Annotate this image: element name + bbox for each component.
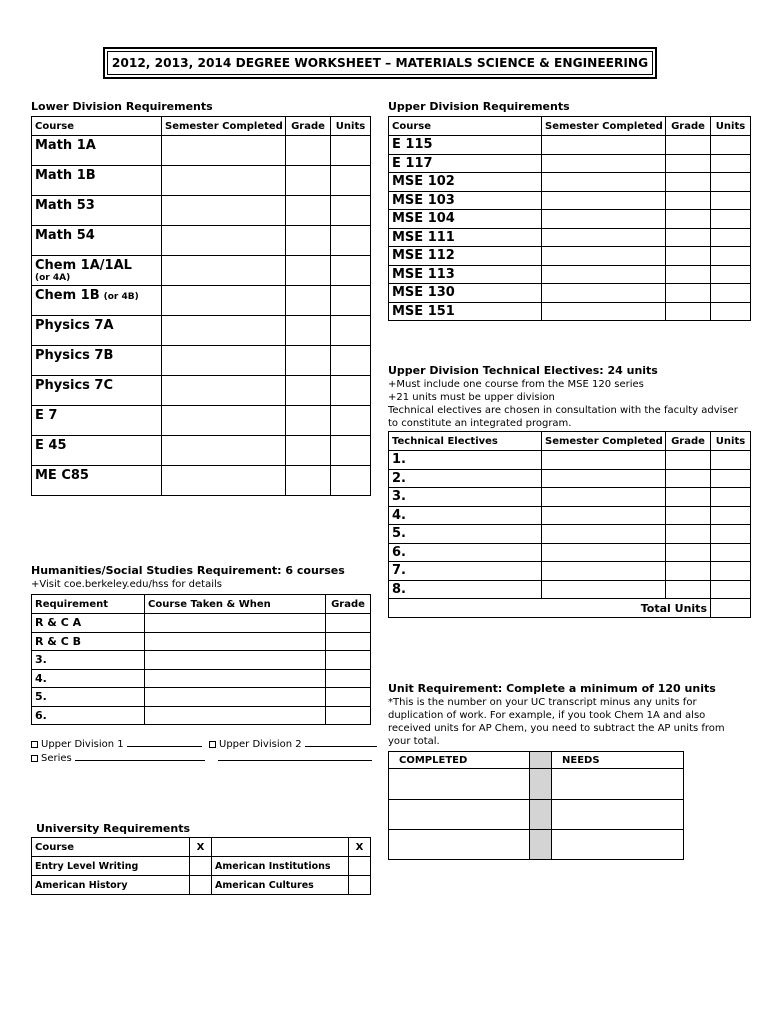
table-row [389, 451, 751, 470]
unit-note-line: *This is the number on your UC transcript minus any units for [388, 697, 697, 708]
semester-cell[interactable] [162, 346, 286, 376]
total-units-cell[interactable] [711, 599, 751, 618]
table-row [32, 614, 371, 633]
course-name [32, 256, 162, 286]
unit-note-line: your total. [388, 736, 440, 747]
table-row [32, 669, 371, 688]
col-completed: COMPLETED [389, 752, 530, 769]
col-units: Units [711, 117, 751, 136]
grade-cell[interactable] [666, 247, 711, 266]
course-name [32, 436, 162, 466]
course-name [32, 376, 162, 406]
course-name: E 117 [389, 154, 542, 173]
grade-cell[interactable] [666, 562, 711, 581]
course-name: MSE 112 [389, 247, 542, 266]
semester-cell[interactable] [542, 580, 666, 599]
course-taken-cell[interactable] [145, 614, 326, 633]
semester-cell[interactable] [542, 525, 666, 544]
tech-note: Technical electives are chosen in consultation with the faculty adviser [388, 405, 738, 416]
blank-line[interactable] [127, 737, 202, 747]
grade-cell[interactable] [666, 506, 711, 525]
table-row [389, 173, 751, 192]
col-x: X [349, 838, 371, 857]
elective-number: 1. [389, 451, 542, 470]
course-label: Math 1A [35, 138, 96, 153]
grade-cell[interactable] [666, 228, 711, 247]
course-label: Math 53 [35, 198, 95, 213]
grade-cell[interactable] [326, 706, 371, 725]
semester-cell[interactable] [542, 506, 666, 525]
grade-cell[interactable] [286, 346, 331, 376]
table-row [32, 632, 371, 651]
course-name: MSE 111 [389, 228, 542, 247]
upper-division-table [388, 116, 751, 321]
course-label: ME C85 [35, 468, 89, 483]
units-cell[interactable] [711, 154, 751, 173]
semester-cell[interactable] [162, 436, 286, 466]
col-grade: Grade [326, 595, 371, 614]
col-units: Units [711, 432, 751, 451]
grade-cell[interactable] [286, 376, 331, 406]
table-row [389, 543, 751, 562]
units-cell[interactable] [711, 191, 751, 210]
col-needs: NEEDS [552, 752, 684, 769]
elective-number: 6. [389, 543, 542, 562]
table-row [32, 406, 371, 436]
col-units: Units [331, 117, 371, 136]
university-table [31, 837, 371, 895]
units-cell[interactable] [711, 580, 751, 599]
col-course-2 [212, 838, 349, 857]
checkbox-upper-division-1[interactable] [31, 741, 38, 748]
requirement-name: 4. [32, 669, 145, 688]
course-label: Physics 7B [35, 348, 114, 363]
spacer-cell [530, 769, 552, 800]
grade-cell[interactable] [286, 436, 331, 466]
units-cell[interactable] [331, 226, 371, 256]
unit-requirement-table [388, 751, 684, 860]
req-american-cultures: American Cultures [212, 876, 349, 895]
tech-electives-table [388, 431, 751, 618]
grade-cell[interactable] [666, 191, 711, 210]
table-row [32, 256, 371, 286]
grade-cell[interactable] [286, 256, 331, 286]
col-grade: Grade [666, 117, 711, 136]
checkbox-upper-division-2[interactable] [209, 741, 216, 748]
units-cell[interactable] [711, 562, 751, 581]
check-cell[interactable] [349, 857, 371, 876]
semester-cell[interactable] [162, 466, 286, 496]
grade-cell[interactable] [666, 284, 711, 303]
university-heading: University Requirements [36, 822, 191, 835]
blank-line[interactable] [218, 751, 372, 761]
req-american-institutions: American Institutions [212, 857, 349, 876]
tech-note: +Must include one course from the MSE 120 series [388, 379, 644, 390]
units-cell[interactable] [331, 196, 371, 226]
table-row [389, 228, 751, 247]
requirement-name: R & C A [32, 614, 145, 633]
course-taken-cell[interactable] [145, 632, 326, 651]
grade-cell[interactable] [286, 226, 331, 256]
hss-heading: Humanities/Social Studies Requirement: 6 courses [31, 564, 345, 577]
blank-line[interactable] [305, 737, 377, 747]
course-name: MSE 130 [389, 284, 542, 303]
tech-electives-heading: Upper Division Technical Electives: 24 units [388, 364, 658, 377]
course-name: E 115 [389, 136, 542, 155]
spacer-cell [530, 830, 552, 860]
elective-number: 2. [389, 469, 542, 488]
grade-cell[interactable] [666, 136, 711, 155]
elective-number: 7. [389, 562, 542, 581]
semester-cell[interactable] [542, 284, 666, 303]
requirement-name: R & C B [32, 632, 145, 651]
table-row [389, 284, 751, 303]
units-cell[interactable] [711, 525, 751, 544]
col-tech-electives: Technical Electives [389, 432, 542, 451]
semester-cell[interactable] [162, 286, 286, 316]
tech-note: to constitute an integrated program. [388, 418, 572, 429]
semester-cell[interactable] [542, 191, 666, 210]
course-name [32, 346, 162, 376]
table-row [32, 376, 371, 406]
grade-cell[interactable] [326, 632, 371, 651]
elective-number: 4. [389, 506, 542, 525]
spacer-cell [530, 752, 552, 769]
units-cell[interactable] [711, 210, 751, 229]
grade-cell[interactable] [286, 406, 331, 436]
upper-division-heading: Upper Division Requirements [388, 100, 570, 113]
course-name: MSE 151 [389, 302, 542, 321]
requirement-name: 5. [32, 688, 145, 707]
table-row [389, 469, 751, 488]
table-row [32, 166, 371, 196]
col-requirement: Requirement [32, 595, 145, 614]
course-name: MSE 102 [389, 173, 542, 192]
semester-cell[interactable] [542, 247, 666, 266]
course-label: Chem 1A/1AL [35, 258, 132, 273]
course-alternative: (or 4B) [103, 292, 139, 302]
needs-cell[interactable] [552, 800, 684, 830]
req-american-history: American History [32, 876, 190, 895]
semester-cell[interactable] [162, 406, 286, 436]
table-row [32, 226, 371, 256]
grade-cell[interactable] [666, 543, 711, 562]
col-course-taken: Course Taken & When [145, 595, 326, 614]
grade-cell[interactable] [666, 210, 711, 229]
semester-cell[interactable] [162, 256, 286, 286]
grade-cell[interactable] [286, 196, 331, 226]
table-row [32, 316, 371, 346]
needs-cell[interactable] [552, 769, 684, 800]
col-x: X [190, 838, 212, 857]
label-upper-division-1: Upper Division 1 [41, 739, 124, 750]
col-semester: Semester Completed [542, 432, 666, 451]
checkbox-series[interactable] [31, 755, 38, 762]
table-row [32, 466, 371, 496]
hss-checklist [31, 737, 376, 765]
course-label: Physics 7C [35, 378, 114, 393]
units-cell[interactable] [711, 136, 751, 155]
course-name [32, 406, 162, 436]
units-cell[interactable] [331, 136, 371, 166]
table-row [32, 651, 371, 670]
units-cell[interactable] [331, 256, 371, 286]
hss-note: +Visit coe.berkeley.edu/hss for details [31, 579, 223, 590]
course-label: Math 54 [35, 228, 95, 243]
table-row [389, 488, 751, 507]
semester-cell[interactable] [542, 210, 666, 229]
semester-cell[interactable] [542, 469, 666, 488]
semester-cell[interactable] [542, 302, 666, 321]
units-cell[interactable] [331, 436, 371, 466]
table-row [389, 562, 751, 581]
elective-number: 5. [389, 525, 542, 544]
grade-cell[interactable] [286, 286, 331, 316]
unit-requirement-note [388, 696, 725, 748]
course-taken-cell[interactable] [145, 651, 326, 670]
grade-cell[interactable] [666, 451, 711, 470]
units-cell[interactable] [331, 376, 371, 406]
table-row [389, 191, 751, 210]
course-taken-cell[interactable] [145, 706, 326, 725]
grade-cell[interactable] [666, 525, 711, 544]
total-row [389, 599, 751, 618]
semester-cell[interactable] [542, 228, 666, 247]
semester-cell[interactable] [162, 136, 286, 166]
course-name [32, 316, 162, 346]
col-semester: Semester Completed [542, 117, 666, 136]
course-name [32, 286, 162, 316]
col-grade: Grade [286, 117, 331, 136]
units-cell[interactable] [331, 466, 371, 496]
course-taken-cell[interactable] [145, 669, 326, 688]
units-cell[interactable] [711, 302, 751, 321]
unit-note-line: received units for AP Chem, you need to subtract the AP units from [388, 723, 725, 734]
col-semester: Semester Completed [162, 117, 286, 136]
units-cell[interactable] [711, 265, 751, 284]
grade-cell[interactable] [286, 466, 331, 496]
completed-cell[interactable] [389, 769, 530, 800]
grade-cell[interactable] [326, 669, 371, 688]
course-name [32, 136, 162, 166]
units-cell[interactable] [331, 346, 371, 376]
col-grade: Grade [666, 432, 711, 451]
course-name: MSE 103 [389, 191, 542, 210]
elective-number: 8. [389, 580, 542, 599]
semester-cell[interactable] [162, 316, 286, 346]
table-row [389, 302, 751, 321]
course-name: MSE 113 [389, 265, 542, 284]
units-cell[interactable] [711, 506, 751, 525]
semester-cell[interactable] [542, 154, 666, 173]
table-row [32, 346, 371, 376]
grade-cell[interactable] [666, 173, 711, 192]
lower-division-heading: Lower Division Requirements [31, 100, 213, 113]
units-cell[interactable] [331, 406, 371, 436]
units-cell[interactable] [711, 488, 751, 507]
check-cell[interactable] [190, 876, 212, 895]
semester-cell[interactable] [542, 265, 666, 284]
units-cell[interactable] [331, 166, 371, 196]
grade-cell[interactable] [286, 316, 331, 346]
units-cell[interactable] [711, 469, 751, 488]
semester-cell[interactable] [162, 226, 286, 256]
total-units-label: Total Units [389, 599, 711, 618]
table-row [389, 247, 751, 266]
check-cell[interactable] [349, 876, 371, 895]
grade-cell[interactable] [326, 651, 371, 670]
blank-line[interactable] [75, 751, 205, 761]
table-row [32, 136, 371, 166]
course-label: Chem 1B [35, 288, 100, 303]
course-label: E 7 [35, 408, 58, 423]
course-name: MSE 104 [389, 210, 542, 229]
units-cell[interactable] [711, 451, 751, 470]
units-cell[interactable] [711, 228, 751, 247]
course-taken-cell[interactable] [145, 688, 326, 707]
course-label: E 45 [35, 438, 67, 453]
col-course: Course [32, 838, 190, 857]
tech-note: +21 units must be upper division [388, 392, 555, 403]
semester-cell[interactable] [542, 562, 666, 581]
course-label: Math 1B [35, 168, 96, 183]
semester-cell[interactable] [542, 543, 666, 562]
course-name [32, 226, 162, 256]
course-name [32, 196, 162, 226]
req-entry-level-writing: Entry Level Writing [32, 857, 190, 876]
grade-cell[interactable] [666, 580, 711, 599]
table-row [32, 688, 371, 707]
unit-requirement-heading: Unit Requirement: Complete a minimum of 120 units [388, 682, 716, 695]
table-row [389, 136, 751, 155]
semester-cell[interactable] [162, 196, 286, 226]
semester-cell[interactable] [542, 488, 666, 507]
page-title: 2012, 2013, 2014 DEGREE WORKSHEET – MATERIALS SCIENCE & ENGINEERING [107, 51, 653, 75]
units-cell[interactable] [711, 173, 751, 192]
elective-number: 3. [389, 488, 542, 507]
table-row [389, 210, 751, 229]
semester-cell[interactable] [162, 376, 286, 406]
course-alternative: (or 4A) [35, 273, 71, 283]
table-row [389, 265, 751, 284]
table-row [32, 286, 371, 316]
grade-cell[interactable] [666, 154, 711, 173]
title-frame [103, 47, 657, 79]
check-cell[interactable] [190, 857, 212, 876]
grade-cell[interactable] [666, 302, 711, 321]
table-row [32, 196, 371, 226]
units-cell[interactable] [711, 284, 751, 303]
requirement-name: 6. [32, 706, 145, 725]
semester-cell[interactable] [542, 173, 666, 192]
completed-cell[interactable] [389, 830, 530, 860]
tech-electives-notes [388, 378, 738, 430]
col-course: Course [389, 117, 542, 136]
grade-cell[interactable] [286, 166, 331, 196]
course-name [32, 166, 162, 196]
course-label: Physics 7A [35, 318, 114, 333]
grade-cell[interactable] [286, 136, 331, 166]
units-cell[interactable] [711, 543, 751, 562]
table-row [389, 154, 751, 173]
needs-cell[interactable] [552, 830, 684, 860]
units-cell[interactable] [331, 316, 371, 346]
units-cell[interactable] [331, 286, 371, 316]
requirement-name: 3. [32, 651, 145, 670]
table-row [389, 525, 751, 544]
course-name [32, 466, 162, 496]
lower-division-table [31, 116, 371, 496]
label-series: Series [41, 753, 72, 764]
table-row [389, 580, 751, 599]
label-upper-division-2: Upper Division 2 [219, 739, 302, 750]
grade-cell[interactable] [666, 488, 711, 507]
col-course: Course [32, 117, 162, 136]
units-cell[interactable] [711, 247, 751, 266]
table-row [389, 506, 751, 525]
grade-cell[interactable] [326, 614, 371, 633]
grade-cell[interactable] [666, 469, 711, 488]
hss-table [31, 594, 371, 725]
table-row [32, 436, 371, 466]
semester-cell[interactable] [162, 166, 286, 196]
unit-note-line: duplication of work. For example, if you took Chem 1A and also [388, 710, 706, 721]
spacer-cell [530, 800, 552, 830]
semester-cell[interactable] [542, 136, 666, 155]
semester-cell[interactable] [542, 451, 666, 470]
completed-cell[interactable] [389, 800, 530, 830]
grade-cell[interactable] [666, 265, 711, 284]
grade-cell[interactable] [326, 688, 371, 707]
table-row [32, 706, 371, 725]
